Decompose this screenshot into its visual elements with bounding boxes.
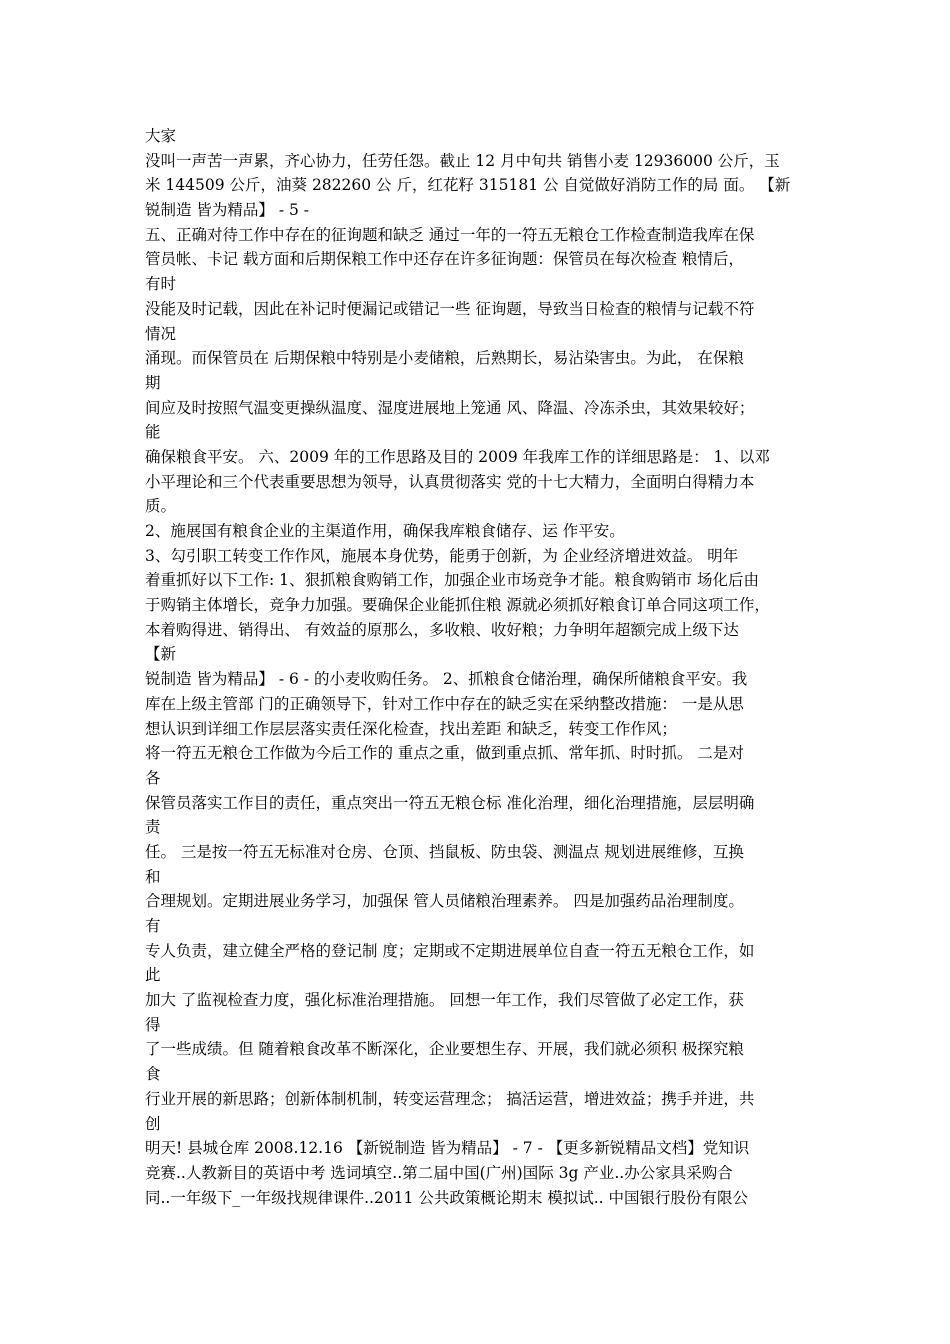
- text-line: 涌现。而保管员在 后期保粮中特别是小麦储粮，后熟期长，易沾染害虫。为此， 在保粮: [145, 349, 744, 368]
- text-line: 期: [145, 373, 161, 392]
- text-line: 责: [145, 818, 161, 837]
- text-line: 得: [145, 1015, 161, 1034]
- text-line: 想认识到详细工作层层落实责任深化检查，找出差距 和缺乏，转变工作作风；: [145, 719, 677, 738]
- text-line: 确保粮食平安。 六、2009 年的工作思路及目的 2009 年我库工作的详细思路是： 1、以邓: [145, 447, 770, 466]
- text-line: 质。: [145, 497, 177, 516]
- text-line: 有: [145, 917, 161, 935]
- text-line: 管员帐、卡记 载方面和后期保粮工作中还存在许多征询题：保管员在每次检查 粮情后，: [145, 250, 744, 269]
- text-line: 能: [145, 423, 161, 442]
- text-line: 将一符五无粮仓工作做为今后工作的 重点之重，做到重点抓、常年抓、时时抓。 二是对: [145, 744, 744, 763]
- text-line: 库在上级主管部 门的正确领导下，针对工作中存在的缺乏实在采纳整改措施： 一是从思: [145, 694, 744, 713]
- text-line: 大家: [145, 127, 177, 145]
- text-line: 行业开展的新思路；创新体制机制，转变运营理念； 搞活运营，增进效益；携手并进，共: [145, 1089, 755, 1108]
- text-line: 于购销主体增长，竞争力加强。要确保企业能抓住粮 源就必须抓好粮食订单合同这项工作，: [145, 596, 770, 615]
- text-line: 同..一年级下_一年级找规律课件..2011 公共政策概论期末 模拟试.. 中国银行股份有限公: [145, 1188, 749, 1207]
- text-line: 五、正确对待工作中存在的征询题和缺乏 通过一年的一符五无粮仓工作检查制造我库在保: [145, 225, 755, 244]
- text-line: 有时: [145, 275, 177, 294]
- text-line: 食: [145, 1065, 161, 1084]
- text-line: 合理规划。定期进展业务学习，加强保 管人员储粮治理素养。 四是加强药品治理制度。: [145, 892, 744, 911]
- text-line: 情况: [145, 324, 177, 343]
- text-line: 着重抓好以下工作: 1、狠抓粮食购销工作，加强企业市场竞争才能。粮食购销市 场化后由: [145, 571, 759, 590]
- text-line: 明天! 县城仓库 2008.12.16 【新锐制造 皆为精品】 - 7 - 【更多新锐精品文档】党知识: [145, 1139, 750, 1158]
- text-line: 保管员落实工作目的责任，重点突出一符五无粮仓标 准化治理，细化治理措施，层层明确: [145, 793, 755, 812]
- text-line: 间应及时按照气温变更操纵温度、湿度进展地上笼通 风、降温、冷冻杀虫，其效果较好；: [145, 398, 755, 417]
- text-line: 锐制造 皆为精品】 - 5 -: [145, 201, 310, 220]
- text-line: 了一些成绩。但 随着粮食改革不断深化，企业要想生存、开展，我们就必须积 极探究粮: [145, 1040, 744, 1059]
- text-line: 本着购得进、销得出、 有效益的原那么，多收粮、收好粮；力争明年超额完成上级下达: [145, 620, 739, 639]
- text-line: 【新: [145, 645, 177, 664]
- text-line: 米 144509 公斤，油葵 282260 公 斤，红花籽 315181 公 自觉做好消防工作的局 面。 【新: [145, 176, 791, 195]
- text-line: 此: [145, 966, 161, 985]
- text-line: 各: [145, 768, 161, 787]
- text-line: 竞赛..人教新目的英语中考 选词填空..第二届中国(广州)国际 3g 产业..办公家具采购合: [145, 1163, 733, 1182]
- text-line: 任。 三是按一符五无标准对仓房、仓顶、挡鼠板、防虫袋、测温点 规划进展维修，互换: [145, 842, 744, 861]
- text-line: 专人负责，建立健全严格的登记制 度；定期或不定期进展单位自查一符五无粮仓工作，如: [145, 941, 755, 960]
- text-line: 3、勾引职工转变工作作风，施展本身优势，能勇于创新，为 企业经济增进效益。 明年: [145, 546, 739, 565]
- document-page: [145, 124, 825, 1210]
- text-line: 没叫一声苦一声累，齐心协力，任劳任怨。截止 12 月中旬共 销售小麦 12936000 公斤，玉: [145, 151, 780, 170]
- text-line: 没能及时记载，因此在补记时便漏记或错记一些 征询题，导致当日检查的粮情与记载不符: [145, 299, 755, 318]
- text-line: 锐制造 皆为精品】 - 6 - 的小麦收购任务。 2、抓粮食仓储治理，确保所储粮食平安。我: [145, 670, 748, 689]
- text-line: 加大 了监视检查力度，强化标准治理措施。 回想一年工作，我们尽管做了必定工作，获: [145, 991, 744, 1010]
- text-line: 创: [145, 1114, 161, 1133]
- text-line: 小平理论和三个代表重要思想为领导，认真贯彻落实 党的十七大精力，全面明白得精力本: [145, 472, 755, 491]
- text-line: 和: [145, 867, 161, 886]
- text-line: 2、施展国有粮食企业的主渠道作用，确保我库粮食储存、运 作平安。: [145, 522, 625, 540]
